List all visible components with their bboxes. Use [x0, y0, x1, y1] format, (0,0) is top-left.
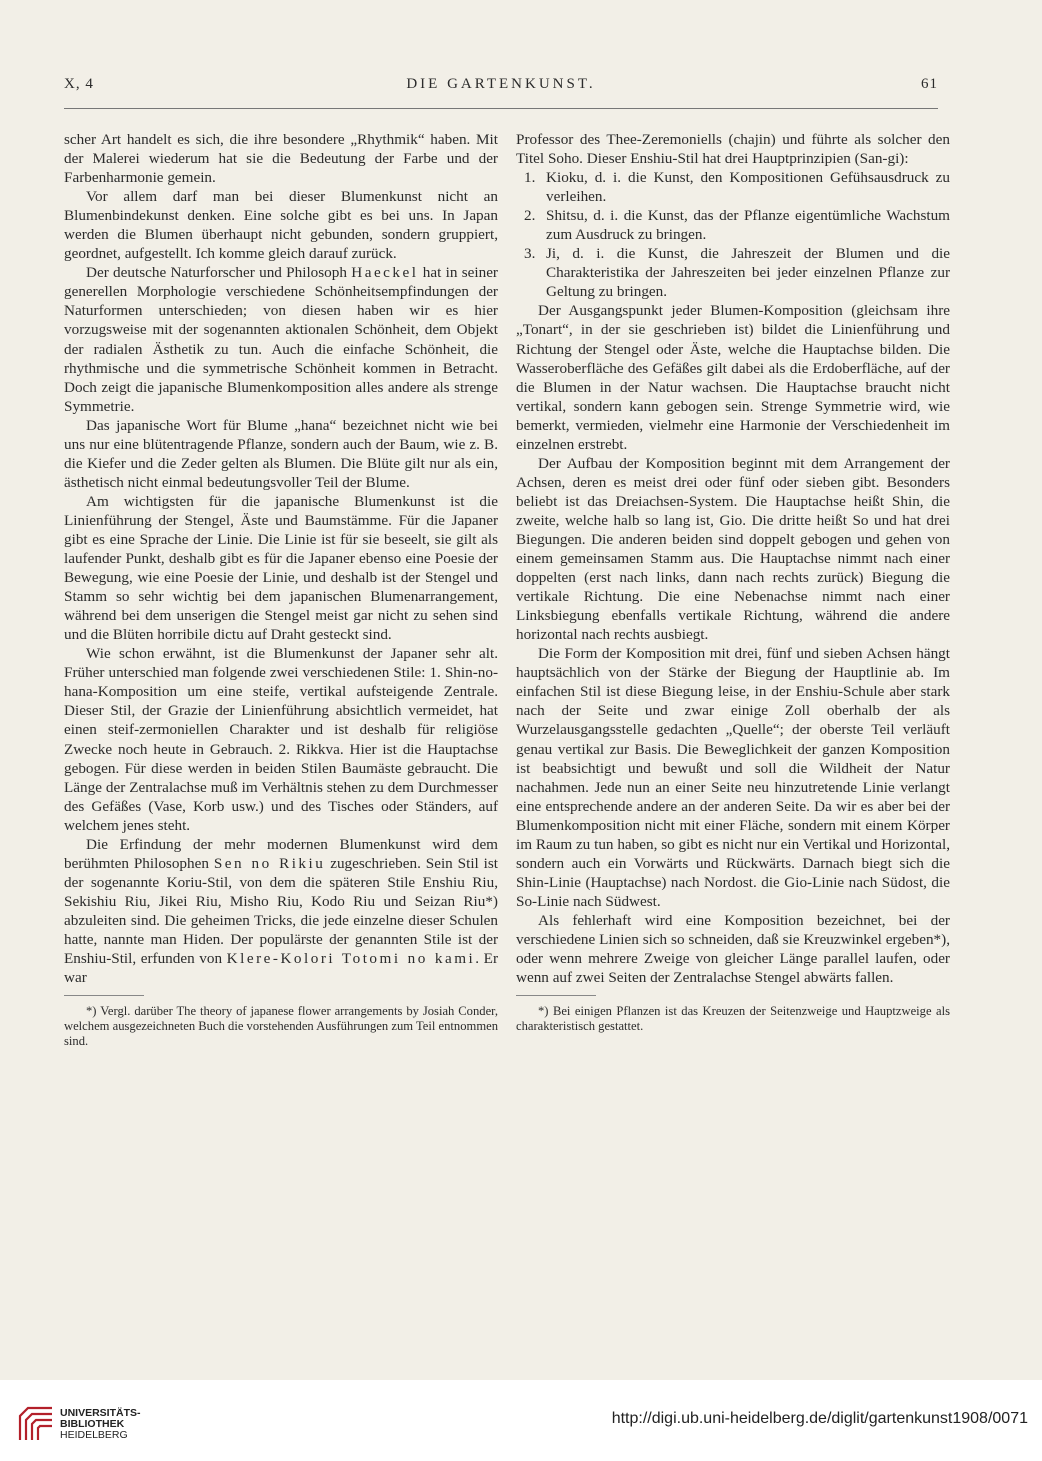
permalink-url[interactable]: http://digi.ub.uni-heidelberg.de/diglit/gartenkunst1908/0071: [611, 1410, 1028, 1427]
header-rule: [64, 108, 938, 109]
ub-heidelberg-logo-icon[interactable]: [14, 1402, 58, 1446]
list-item: [516, 244, 950, 301]
list-number: 2.: [524, 207, 536, 225]
footnote: [64, 1004, 498, 1049]
footnote: [516, 1004, 950, 1034]
name-klere-kolori: Klere-Kolori Totomi no kami: [226, 950, 476, 968]
principles-list: [516, 168, 950, 301]
text-run: Die Erfindung der mehr modernen Blumenkunst wird dem berühmten Philosophen: [64, 835, 498, 872]
list-text: Kioku, d. i. die Kunst, den Kompositionen Gefühsausdruck zu verleihen.: [546, 169, 950, 206]
library-name[interactable]: [60, 1408, 141, 1441]
paragraph: [64, 835, 498, 987]
issue-number: X, 4: [64, 76, 94, 92]
library-line: HEIDELBERG: [60, 1429, 128, 1441]
footnote-text: *) Vergl. darüber The theory of japanese flower arrangements by Josiah Conder, welchem ausgezeichneten Buch die vorstehenden Ausführungen zum Teil entnommen sind.: [64, 1004, 498, 1049]
paragraph: Professor des Thee-Zeremoniells (chajin) und führte als solcher den Titel Soho. Dieser Enshiu-Stil hat drei Hauptprinzipien (San-gi):: [516, 131, 950, 168]
footer-bar: [0, 1380, 1042, 1461]
list-text: Ji, d. i. die Kunst, die Jahreszeit der Blumen und die Charakteristika der Jahreszeiten bei jeder einzelnen Pflanze zur Geltung zu bringen.: [546, 245, 950, 301]
text-run: . Er war: [64, 950, 498, 987]
list-item: [516, 206, 950, 244]
page-number: 61: [921, 76, 938, 92]
paragraph: Der Aufbau der Komposition beginnt mit dem Arrangement der Achsen, deren es meist drei oder fünf oder sieben gibt. Besonders beliebt ist das Dreiachsen-System. Die Hauptachse heißt Shin, die zweite, welche halb so lang ist, Gio. Die dritte heißt So und hat drei Biegungen. Die anderen beiden sind doppelt gebogen und gehen von einem gemeinsamen Stamm aus. Die Hauptachse nimmt nach einer doppelten (erst nach links, dann nach rechts zurück) Biegung die vertikale Richtung. Die eine Nebenachse nimmt nach einer Linksbiegung ebenfalls vertikale Richtung, während die andere horizontal nach rechts ausbiegt.: [516, 454, 950, 644]
footnote-rule: [64, 995, 144, 996]
library-line: UNIVERSITÄTS-: [60, 1407, 141, 1419]
journal-title: DIE GARTENKUNST.: [406, 76, 596, 92]
paragraph: Das japanische Wort für Blume „hana“ bezeichnet nicht wie bei uns nur eine blütentragende Pflanze, sondern auch der Baum, wie z. B. die Kiefer und die Zeder gelten als Blumen. Die Blüte gilt nur als ein, ästhetisch nicht einmal bedeutungsvoller Teil der Blume.: [64, 416, 498, 491]
list-number: 3.: [524, 245, 536, 263]
paragraph: Als fehlerhaft wird eine Komposition bezeichnet, bei der verschiedene Linien sich so schneiden, daß sie Kreuzwinkel ergeben*), oder wenn mehrere Zweige von gleicher Länge parallel laufen, oder wenn auf zwei Seiten der Zentralachse Stengel abwärts fallen.: [516, 911, 950, 987]
paragraph: Am wichtigsten für die japanische Blumenkunst ist die Linienführung der Stengel, Äste und Baumstämme. Für die Japaner gibt es eine Sprache der Linie. Die Linie ist für sie beseelt, sie gilt als laufender Punkt, deshalb gibt es für die Japaner ebenso eine Poesie der Bewegung, wie eine Poesie der Linie, und deshalb ist der Stengel und Stamm so sehr wichtig bei dem japanischen Blumenarrangement, während bei dem unserigen die Stengel meist gar nicht zu sehen sind und die Blüten horribile dictu auf Draht gesteckt sind.: [64, 492, 498, 644]
paragraph: Die Form der Komposition mit drei, fünf und sieben Achsen hängt hauptsächlich von der Stärke der Biegung der Hauptlinie ab. Im einfachen Stil ist diese Biegung leise, in der Enshiu-Schule aber stark nach der Seite und zwar einige Zoll oberhalb der als Wurzelausgangsstelle gedachten „Quelle“; der oberste Teil verläuft genau vertikal zur Basis. Die Beweglichkeit der ganzen Komposition ist beabsichtigt und bewußt und soll die Wildheit der Natur nachahmen. Jede nun an einer Seite neu hinzutretende Linie verlangt eine entsprechende andere an der anderen Seite. Da wir es aber bei der Blumenkomposition nicht mit einer Fläche, sondern mit einem Körper im Raum zu tun haben, so gibt es nicht nur ein Vertikal und Horizontal, sondern auch ein Vorwärts und Rückwärts. Darnach biegt sich die Shin-Linie (Hauptachse) nach Nordost. die Gio-Linie nach Südost, die So-Linie nach Südwest.: [516, 645, 950, 910]
name-sen-no-rikiu: Sen no Rikiu: [213, 854, 326, 872]
paragraph: scher Art handelt es sich, die ihre besondere „Rhythmik“ haben. Mit der Malerei wiederum hat sie die Bedeutung der Farbe und der Farbenharmonie gemein.: [64, 131, 498, 187]
left-column: [64, 130, 498, 1049]
text-run: hat in seiner generellen Morphologie verschiedene Schönheitsempfindungen der Naturformen unterschieden; von diesen haben wir es hier vorzugsweise mit der sogenannten aktionalen Schönheit, dem Objekt der radialen Ästhetik zu tun. Auch die einfache Schönheit, die rhythmische und die symmetrische Schönheit kommen in Betracht. Doch zeigt die japanische Blumenkomposition alles andere als strenge Symmetrie.: [64, 264, 498, 415]
paragraph: Der Ausgangspunkt jeder Blumen-Komposition (gleichsam ihre „Tonart“, in der sie geschrieben ist) bildet die Linienführung und Richtung der Stengel oder Äste, welche die Hauptachse bilden. Die Wasseroberfläche des Gefäßes gilt dabei als die Erdoberfläche, auf der die Blumen in der Natur wachsen. Die Hauptachse braucht nicht vertikal, sondern kann gebogen sein. Strenge Symmetrie wird, wie bemerkt, vermieden, vielmehr eine Harmonie der Verschiedenheit im einzelnen erstrebt.: [516, 302, 950, 453]
text-run: zugeschrieben. Sein Stil ist der sogenannte Koriu-Stil, von dem die späteren Stile Enshiu Riu, Sekishiu Riu, Jikei Riu, Misho Riu, Kodo Riu und Seizan Riu*) abzuleiten sind. Die geheimen Tricks, die jede einzelne dieser Schulen hatte, nannte man Hiden. Der populärste der genannten Stile ist der Enshiu-Stil, erfunden von: [64, 854, 498, 968]
paragraph: Wie schon erwähnt, ist die Blumenkunst der Japaner sehr alt. Früher unterschied man folgende zwei verschiedenen Stile: 1. Shin-no-hana-Komposition um eine steife, vertikal aufsteigende Zentrale. Dieser Stil, der Grazie der Linienführung absichtlich vermeidet, hat einen steif-zermoniellen Charakter und ist deshalb für religiöse Zwecke noch heute in Gebrauch. 2. Rikkva. Hier ist die Hauptachse gebogen. Für diese werden in beiden Stilen Baumäste gebraucht. Die Länge der Zentralachse muß im Verhältnis stehen zu dem Durchmesser des Gefäßes (Vase, Korb usw.) und des Tisches oder Ständers, auf welchem jenes steht.: [64, 645, 498, 834]
right-column: [516, 130, 950, 1034]
name-haeckel: Haeckel: [351, 264, 419, 282]
text-run: Der deutsche Naturforscher und Philosoph: [86, 264, 352, 282]
list-number: 1.: [524, 169, 536, 187]
footnote-text: *) Bei einigen Pflanzen ist das Kreuzen der Seitenzweige und Hauptzweige als charakteristisch gestattet.: [516, 1004, 950, 1034]
footnote-rule: [516, 995, 596, 996]
library-line: BIBLIOTHEK: [60, 1418, 125, 1430]
paragraph: [64, 263, 498, 415]
running-header: [64, 76, 938, 98]
list-item: [516, 168, 950, 206]
paragraph: Vor allem darf man bei dieser Blumenkunst nicht an Blumenbindekunst denken. Eine solche gibt es bei uns. In Japan werden die Blumen überhaupt nicht gebunden, sondern gruppiert, geordnet, aufgestellt. Ich komme gleich darauf zurück.: [64, 188, 498, 263]
list-text: Shitsu, d. i. die Kunst, das der Pflanze eigentümliche Wachstum zum Ausdruck zu bringen.: [546, 207, 950, 244]
